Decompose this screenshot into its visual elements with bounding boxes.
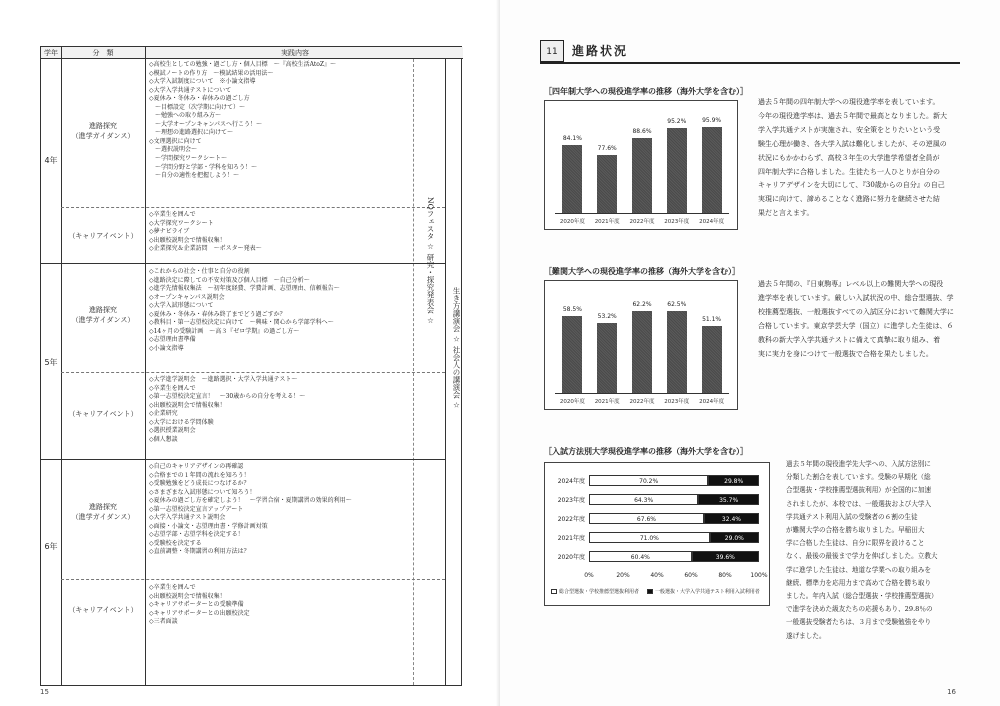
data-label: 53.2% — [597, 313, 617, 321]
legend-swatch — [551, 589, 557, 594]
list-item: ◇大学入試制度について ※小論文指導 — [149, 78, 256, 86]
list-item: ◇企業探究＆企業訪問 ～ポスター発表～ — [149, 245, 262, 253]
stacked-segment: 60.4% — [589, 551, 692, 562]
list-item: ◇夏休み・冬休み・春休み終了までどう過ごすか？ — [149, 310, 286, 318]
x-tick-label: 2020年度 — [559, 219, 585, 225]
category-label: （キャリアイベント） — [68, 232, 138, 240]
x-tick-label: 60% — [684, 572, 698, 579]
grade-6-label: 6年 — [44, 542, 58, 551]
list-item: ◇受験校を決定する — [149, 539, 202, 547]
chart-bar — [702, 127, 722, 213]
list-item: ◇面接・小論文・志望理由書・学修計画対策 — [149, 522, 268, 530]
legend-entry — [551, 588, 639, 595]
chart-bar — [702, 326, 722, 393]
career-plan-table — [40, 46, 462, 686]
list-item: ～理想の進路選択に向けて～ — [149, 129, 234, 137]
list-item: ◇個人懇談 — [149, 435, 178, 443]
y-category-label: 2023年度 — [557, 497, 585, 504]
grade-4-event-items — [149, 211, 409, 254]
legend-swatch — [647, 589, 653, 594]
list-item: ◇第一志望校決定宣言アップデート — [149, 505, 244, 513]
category-label: 進路探究 （進学ガイダンス） — [71, 306, 135, 324]
list-item: ◇教科目・第一志望校決定に向けて ～興味・関心から学部学科へ～ — [149, 319, 334, 327]
data-label: 95.2% — [667, 118, 687, 126]
list-item: ◇小論文指導 — [149, 344, 184, 352]
x-tick-label: 2024年度 — [699, 219, 725, 225]
chart-bar — [667, 311, 687, 393]
list-item: ◇夢ナビライブ — [149, 228, 190, 236]
list-item: ◇文理選択に向けて — [149, 137, 202, 145]
list-item: ◇大学探究ワークシート — [149, 219, 214, 227]
data-label: 62.2% — [632, 301, 652, 309]
grade-6-guidance-items — [149, 463, 409, 557]
x-tick-label: 2021年度 — [594, 399, 620, 405]
x-tick-label: 40% — [650, 572, 664, 579]
x-tick-label: 2024年度 — [699, 399, 725, 405]
x-tick-label: 100% — [750, 572, 768, 579]
list-item: ◇出願校説明会で情報収集！ — [149, 401, 226, 409]
y-category-label: 2022年度 — [557, 516, 585, 523]
chart-bar — [632, 138, 652, 213]
list-item: ～目標設定（次学期に向けて）～ — [149, 103, 246, 111]
chart-bar — [597, 155, 617, 213]
data-label: 51.1% — [702, 315, 722, 323]
list-item: ◇自己のキャリアデザインの再確認 — [149, 463, 244, 470]
legend-label: 一般選抜・大学入学共通テスト利用入試利用者 — [655, 589, 760, 595]
list-item: ◇卒業生を囲んで — [149, 211, 196, 218]
page-number: 15 — [40, 688, 49, 696]
list-item: ◇高校生としての勉強・過ごし方・個人目標 ～『高校生活AtoZ』～ — [149, 61, 337, 68]
grade-6-event-items — [149, 584, 409, 627]
grade-5-label: 5年 — [44, 358, 58, 367]
x-tick-label: 2022年度 — [629, 399, 655, 405]
right-page — [500, 0, 1000, 706]
data-label: 58.5% — [562, 306, 582, 314]
side-note-lectures: 生き方講演会 ☆ 社会人の講演会 ☆ — [452, 287, 461, 410]
list-item: ◇進学先情報収集法 ～初年度経費、学費計画、志望理由、信頼報告～ — [149, 285, 340, 293]
list-item: ～自分の適性を把握しよう！～ — [149, 172, 240, 180]
list-item: ～勉強への取り組み方～ — [149, 112, 222, 120]
chart2-title: ［難関大学への現役進学率の推移（海外大学を含む）］ — [544, 266, 740, 276]
section-divider — [61, 372, 445, 373]
chart1-description: 過去５年間の四年制大学への現役進学率を表しています。 今年の現役進学率は、過去５年間で最高となりました。新大 学入学共通テストが実施され、安全策をとりたいという受 験生心理が働き、各大学入試は難化しましたが、その逆風の 状況にもかかわらず、高校３年生の大学進学希望者全員が 四年制大学に合格しました。生徒たち一人ひとりが自分の キャリアデザインを大切にして、『30歳からの自分』の自己 実現に向けて、諦めることなく進路に努力を継続させた結 果だと言えます。 — [758, 98, 947, 218]
grade-4-guidance-items — [149, 61, 409, 181]
list-item: ◇第一志望校決定宣言！ ～30歳からの自分を考える！～ — [149, 393, 306, 401]
stacked-segment: 35.7% — [698, 494, 759, 505]
data-label: 95.9% — [702, 117, 722, 125]
grade-4-label: 4年 — [44, 156, 58, 165]
list-item: ◇模試ノートの作り方 ～模試結果の活用法～ — [149, 69, 274, 77]
col-divider — [145, 47, 146, 685]
list-item: ◇直前調整・冬期講習の利用方法は？ — [149, 548, 250, 556]
section-header — [540, 40, 960, 64]
data-label: 84.1% — [562, 135, 582, 143]
grade-divider — [41, 263, 445, 264]
header-blank — [445, 47, 463, 59]
y-category-label: 2021年度 — [557, 535, 585, 542]
list-item: ◇大学における学問体験 — [149, 418, 214, 426]
stacked-segment: 67.6% — [589, 513, 704, 524]
category-label: （キャリアイベント） — [68, 606, 138, 614]
chart-baseline — [555, 213, 729, 214]
y-category-label: 2024年度 — [557, 478, 585, 485]
list-item: ◇進路決定に際しての不安対策及び個人目標 ～自己分析～ — [149, 276, 310, 284]
legend-entry — [647, 588, 760, 595]
list-item: ◇出願校説明会で情報収集！ — [149, 236, 226, 244]
stacked-segment: 32.4% — [704, 513, 759, 524]
section-number: 11 — [540, 40, 564, 62]
x-tick-label: 2023年度 — [664, 399, 690, 405]
list-item: ◇合格までの１年間の流れを知ろう！ — [149, 471, 250, 479]
list-item: ◇三者面談 — [149, 618, 178, 626]
list-item: ◇卒業生を囲んで — [149, 584, 196, 591]
list-item: ◇大学入試形態について — [149, 302, 214, 310]
chart3-title: ［入試方法別大学現役進学率の推移（海外大学を含む）］ — [544, 446, 748, 456]
data-label: 77.6% — [597, 145, 617, 153]
grade-5-guidance-items — [149, 268, 409, 353]
list-item: ◇夏休み・冬休み・春休みの過ごし方 — [149, 95, 250, 103]
list-item: ◇14ヶ月の受験計画 ～高３『ゼロ学期』の過ごし方～ — [149, 327, 300, 335]
header-category: 分 類 — [61, 47, 145, 59]
list-item: ◇キャリアサポーターとの受験準備 — [149, 601, 244, 609]
list-item: ◇選択授業説明会 — [149, 427, 196, 435]
col-divider — [61, 47, 62, 685]
x-tick-label: 2022年度 — [629, 219, 655, 225]
list-item: ～学問分野と学部・学科を知ろう！～ — [149, 163, 258, 171]
list-item: ◇受験勉強をどう成長につなげるか？ — [149, 480, 250, 488]
stacked-segment: 64.3% — [589, 494, 698, 505]
page-number: 16 — [947, 688, 956, 696]
grade-5-event-items — [149, 376, 409, 444]
y-category-label: 2020年度 — [557, 554, 585, 561]
list-item: ◇出願校説明会で情報収集！ — [149, 592, 226, 600]
category-label: 進路探究 （進学ガイダンス） — [71, 503, 135, 521]
x-tick-label: 2023年度 — [664, 219, 690, 225]
side-note-festa: NQフェスタ ☆ 研究・探究発表会 ☆ — [426, 197, 435, 325]
stacked-segment: 71.0% — [589, 532, 710, 543]
x-tick-label: 0% — [584, 572, 594, 579]
list-item: ◇卒業生を囲んで — [149, 384, 196, 392]
chart-bar — [562, 145, 582, 213]
list-item: ◇志望学部・志望学科を決定する！ — [149, 531, 244, 539]
category-label: （キャリアイベント） — [68, 410, 138, 418]
list-item: ◇大学進学説明会 ～進路選択・大学入学共通テスト～ — [149, 376, 298, 383]
stacked-segment: 29.0% — [710, 532, 759, 543]
header-grade: 学年 — [41, 47, 61, 59]
section-divider — [61, 207, 445, 208]
chart3-description: 過去５年間の現役進学先大学への、入試方法別に 分類した割合を表しています。受験の早期化（総 合型選抜・学校推薦型選抜利用）が全国的に加速 されましたが、本校では、一般選抜および大学入 学共通テスト利用入試の受験者の６割の生徒 が難関大学の合格を勝ち取りました。早稲田大 学に合格した生徒は、自分に限界を設けること なく、最後の最後まで学力を伸ばしました。立教大 学に進学した生徒は、地道な学業への取り組みを 継続、標準力を応用力まで高めて合格を勝ち取り ました。年内入試（総合型選抜・学校推薦型選抜） で進学を決めた級友たちの応援もあり、29.8％の 一般選抜受験者たちは、３月まで受験勉強をやり 遂げました。 — [786, 460, 938, 640]
list-item: ◇志望理由書準備 — [149, 336, 196, 344]
chart-bar — [632, 311, 652, 393]
x-tick-label: 2021年度 — [594, 219, 620, 225]
section-title: 進路状況 — [572, 44, 629, 58]
chart-bar — [562, 316, 582, 393]
chart1-frame — [544, 100, 738, 230]
list-item: ◇オープンキャンパス説明会 — [149, 293, 225, 301]
list-item: ◇夏休みの過ごし方を確定しよう！ ～学習合宿・夏期講習の効果的利用～ — [149, 497, 352, 505]
data-label: 88.6% — [632, 128, 652, 136]
x-tick-label: 80% — [718, 572, 732, 579]
chart-bar — [667, 128, 687, 213]
data-label: 62.5% — [667, 300, 687, 308]
list-item: ◇さまざまな入試形態について知ろう！ — [149, 488, 256, 496]
list-item: ～選択説明会～ — [149, 146, 198, 154]
x-tick-label: 2020年度 — [559, 399, 585, 405]
list-item: ～大学オープンキャンパスへ行こう！～ — [149, 120, 263, 128]
list-item: ◇大学入学共通テストについて — [149, 86, 232, 94]
header-content: 実践内容 — [145, 47, 445, 59]
chart3-frame — [544, 462, 770, 606]
stacked-segment: 29.8% — [708, 475, 759, 486]
stacked-segment: 39.6% — [692, 551, 759, 562]
grade-divider — [41, 459, 445, 460]
list-item: ◇企業研究 — [149, 410, 178, 418]
chart-bar — [597, 323, 617, 393]
chart2-description: 過去５年間の、『日東駒専』レベル以上の難関大学への現役 進学率を表しています。厳しい入試状況の中、総合型選抜、学 校推薦型選抜、一般選抜すべての入試区分において難関大学に 合格しています。東京学芸大学（国立）に進学した生徒は、６ 教科の新大学入学共通テストに備えて真摯に取り組み、着 実に実力を身につけて一般選抜で合格を果たしました。 — [758, 280, 954, 358]
list-item: ～学問探究ワークシート～ — [149, 155, 228, 163]
legend-label: 総合型選抜・学校推薦型選抜利用者 — [559, 589, 640, 595]
list-item: ◇大学入学共通テスト説明会 — [149, 514, 226, 522]
x-tick-label: 20% — [616, 572, 630, 579]
col-divider — [445, 59, 446, 685]
stacked-segment: 70.2% — [589, 475, 708, 486]
category-label: 進路探究 （進学ガイダンス） — [71, 122, 135, 140]
section-divider — [61, 579, 445, 580]
chart1-title: ［四年制大学への現役進学率の推移（海外大学を含む）］ — [544, 86, 748, 96]
chart2-frame — [544, 280, 738, 410]
list-item: ◇キャリアサポーターとの出願校決定 — [149, 609, 250, 617]
chart-baseline — [555, 393, 729, 394]
list-item: ◇これからの社会・仕事と自分の役割 — [149, 268, 250, 275]
